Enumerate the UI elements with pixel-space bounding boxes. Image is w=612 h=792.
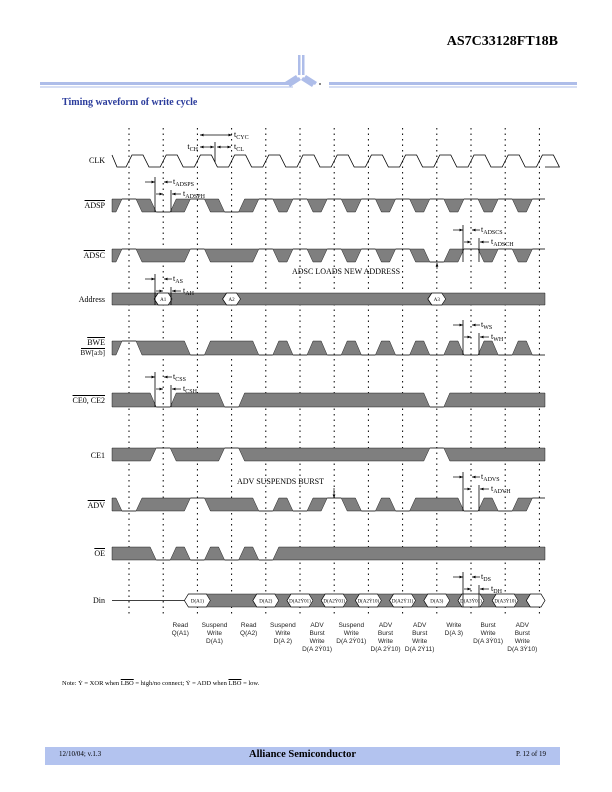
dont-care-region <box>444 199 464 212</box>
dont-care-region <box>375 249 395 262</box>
dont-care-region <box>444 341 464 355</box>
dont-care-region <box>112 249 122 262</box>
dont-care-region <box>136 199 156 212</box>
timing-subscript: ADSCS <box>483 230 503 236</box>
dont-care-region <box>206 594 256 607</box>
t-symbol: t <box>234 130 237 139</box>
part-number: AS7C33128FT18B <box>446 34 558 49</box>
setup-time-label <box>481 320 492 331</box>
timing-subscript: DH <box>493 589 502 595</box>
dont-care-region <box>112 341 122 355</box>
adv-waveform <box>112 498 545 511</box>
tcl-label <box>234 142 244 153</box>
dont-care-region <box>204 498 258 511</box>
timing-subscript: WH <box>493 337 504 343</box>
t-symbol: t <box>187 142 190 151</box>
hold-time-label <box>183 286 195 297</box>
address-value: A3 <box>433 298 440 303</box>
dont-care-region <box>273 199 293 212</box>
t-symbol: t <box>491 332 494 341</box>
signal-label-din: Din <box>93 596 105 605</box>
dont-care-region <box>170 393 224 407</box>
t-symbol: t <box>481 472 484 481</box>
dont-care-region <box>112 448 156 461</box>
timing-subscript: ADVS <box>483 477 500 483</box>
setup-time-label <box>173 274 183 285</box>
tcyc-label <box>234 130 249 141</box>
oe-waveform <box>112 547 545 560</box>
cycle-operation-label: Burst Write D(A 3Ẏ01) <box>473 622 504 645</box>
din-value: D(A2) <box>259 599 273 605</box>
t-symbol: t <box>234 142 237 151</box>
din-value: D(A2Ẏ01) <box>323 599 346 605</box>
timing-subscript: WS <box>483 325 493 331</box>
dont-care-region <box>375 498 395 511</box>
timing-subscript: CYC <box>236 135 249 141</box>
timing-subscript: CSS <box>175 377 186 383</box>
dont-care-region <box>204 341 258 355</box>
cycle-operation-label: Suspend Write D(A1) <box>201 622 228 645</box>
cycle-operation-label: Write D(A 3) <box>444 622 464 637</box>
dont-care-region <box>273 341 293 355</box>
timing-subscript: CH <box>189 147 198 153</box>
t-symbol: t <box>183 286 186 295</box>
t-symbol: t <box>491 484 494 493</box>
signal-label-oe: $\overline{OE}$ <box>94 549 105 558</box>
dont-care-region <box>307 498 327 511</box>
setup-time-label <box>481 225 503 236</box>
dont-care-region <box>273 498 293 511</box>
dont-care-region <box>239 393 430 407</box>
dont-care-region <box>512 249 532 262</box>
setup-time-label <box>481 572 491 583</box>
dont-care-region <box>512 199 532 212</box>
dont-care-region <box>478 199 498 212</box>
footnote <box>62 680 259 687</box>
adsc-waveform <box>112 249 545 262</box>
dont-care-region <box>410 498 464 511</box>
din-bus <box>112 594 545 607</box>
dont-care-region <box>341 199 361 212</box>
dont-care-region <box>112 199 122 212</box>
dont-care-region <box>410 199 430 212</box>
dont-care-region <box>512 498 532 511</box>
cycle-operation-label: Read Q(A1) <box>171 622 189 637</box>
note-text: = high/no connect; Ẏ = ADD when <box>133 680 229 687</box>
dont-care-region <box>444 448 545 461</box>
dont-care-region <box>239 448 430 461</box>
dont-care-region <box>478 498 498 511</box>
dont-care-region <box>444 393 545 407</box>
dont-care-region <box>307 199 327 212</box>
dont-care-region <box>307 249 327 262</box>
dont-care-region <box>112 498 122 511</box>
dont-care-region <box>112 547 156 560</box>
din-valid-window <box>526 594 545 607</box>
hold-time-label <box>491 584 503 595</box>
t-symbol: t <box>173 372 176 381</box>
setup-time-label <box>173 177 194 188</box>
timing-subscript: ADVH <box>493 489 511 495</box>
dont-care-region <box>478 341 498 355</box>
dont-care-region <box>204 547 224 560</box>
signal-label-clk: CLK <box>89 156 105 165</box>
t-symbol: t <box>173 177 176 186</box>
dont-care-region <box>136 498 190 511</box>
callout-adsc-loads-new-address: ADSC LOADS NEW ADDRESS <box>292 267 401 276</box>
dont-care-region <box>170 199 190 212</box>
dont-care-region <box>204 199 224 212</box>
adsp-waveform <box>112 199 545 212</box>
dont-care-region <box>512 341 532 355</box>
signal-label-ce0-ce2: CE0, CE2 <box>72 396 105 405</box>
clk-waveform <box>112 155 559 167</box>
dont-care-region <box>112 393 156 407</box>
cycle-operation-label: Suspend Write D(A 2) <box>270 622 296 645</box>
t-symbol: t <box>173 274 176 283</box>
hold-time-label <box>491 484 511 495</box>
dont-care-region <box>237 293 432 305</box>
cycle-operation-label: ADV Burst Write D(A 2Ẏ10) <box>370 622 401 653</box>
signal-label-bw: BW[a:b] <box>80 349 105 357</box>
hold-time-label <box>183 384 198 395</box>
timing-subscript: DS <box>483 577 491 583</box>
ce1-waveform <box>112 448 545 461</box>
timing-subscript: ADSPH <box>185 194 205 200</box>
timing-subscript: AS <box>175 279 183 285</box>
t-symbol: t <box>481 320 484 329</box>
din-value: D(A2Ẏ01) <box>289 599 311 605</box>
note-lbo: $\overline{LBO}$ <box>120 680 134 687</box>
dont-care-region <box>410 249 430 262</box>
callout-adv-suspends-burst: ADV SUSPENDS BURST <box>237 477 324 486</box>
dont-care-region <box>444 249 464 262</box>
timing-subscript: ADSPS <box>175 182 194 188</box>
t-symbol: t <box>491 237 494 246</box>
t-symbol: t <box>491 584 494 593</box>
din-value: D(A3) <box>430 599 444 605</box>
footer-bar <box>45 747 560 765</box>
timing-subscript: AH <box>185 291 194 297</box>
address-value: A2 <box>228 298 235 303</box>
t-symbol: t <box>481 225 484 234</box>
dont-care-region <box>112 293 158 305</box>
dont-care-region <box>410 341 430 355</box>
dont-care-region <box>478 249 498 262</box>
setup-time-label <box>481 472 500 483</box>
timing-subscript: CL <box>236 147 244 153</box>
bwe-waveform <box>112 341 545 355</box>
cycle-operation-label: ADV Burst Write D(A 3Ẏ10) <box>507 622 538 653</box>
dont-care-region <box>307 341 327 355</box>
dont-care-region <box>239 199 259 212</box>
dont-care-region <box>204 249 258 262</box>
dont-care-region <box>375 199 395 212</box>
ce0-waveform <box>112 393 545 407</box>
t-symbol: t <box>183 384 186 393</box>
hold-time-label <box>491 332 504 343</box>
dont-care-region <box>273 547 545 560</box>
signal-label-adv: $\overline{ADV}$ <box>87 501 105 510</box>
dont-care-region <box>136 249 190 262</box>
footer-page-number: P. 12 of 19 <box>516 750 546 758</box>
cycle-operation-label: ADV Burst Write D(A 2Ẏ11) <box>404 622 435 653</box>
dont-care-region <box>273 249 293 262</box>
footer-date-version: 12/10/04; v.1.3 <box>59 750 102 758</box>
t-symbol: t <box>481 572 484 581</box>
footer-company: Alliance Semiconductor <box>248 749 357 760</box>
dont-care-region <box>341 249 361 262</box>
dont-care-region <box>341 498 361 511</box>
dont-care-region <box>168 293 226 305</box>
t-symbol: t <box>183 189 186 198</box>
setup-time-label <box>173 372 186 383</box>
dont-care-region <box>136 341 190 355</box>
note-lbo: $\overline{LBO}$ <box>228 680 242 687</box>
dont-care-region <box>442 293 545 305</box>
note-text: Note: Ẏ = XOR when <box>62 680 121 687</box>
dont-care-region <box>341 341 361 355</box>
timing-subscript: CSH <box>185 389 197 395</box>
signal-label-adsp: ADSP <box>84 201 105 210</box>
section-title: Timing waveform of write cycle <box>62 97 198 108</box>
signal-label-ce1: CE1 <box>90 451 105 460</box>
dont-care-region <box>170 448 224 461</box>
cycle-operation-label: Read Q(A2) <box>240 622 258 637</box>
note-text: = low. <box>241 680 260 687</box>
cycle-operation-label: Suspend Write D(A 2Ẏ01) <box>336 622 367 645</box>
din-value: D(A3Ẏ10) <box>494 599 517 605</box>
signal-label-bwe: $\overline{BWE}$ <box>87 338 105 347</box>
dont-care-region <box>375 341 395 355</box>
din-value: D(A2Ẏ10) <box>357 599 380 605</box>
cycle-operation-label: ADV Burst Write D(A 2Ẏ01) <box>302 622 333 653</box>
dont-care-region <box>170 547 190 560</box>
din-value: D(A2Ẏ11) <box>391 599 414 605</box>
dont-care-region <box>239 547 259 560</box>
timing-subscript: ADSCH <box>493 242 514 248</box>
hold-time-label <box>183 189 206 200</box>
address-value: A1 <box>160 298 167 303</box>
hold-time-label <box>491 237 514 248</box>
tch-label <box>187 142 198 153</box>
din-value: D(A3Ẏ01) <box>460 599 482 605</box>
signal-label-adsc: ADSC <box>83 251 105 260</box>
din-value: D(A1) <box>190 599 204 605</box>
address-bus <box>112 293 545 305</box>
signal-label-address: Address <box>78 295 105 304</box>
